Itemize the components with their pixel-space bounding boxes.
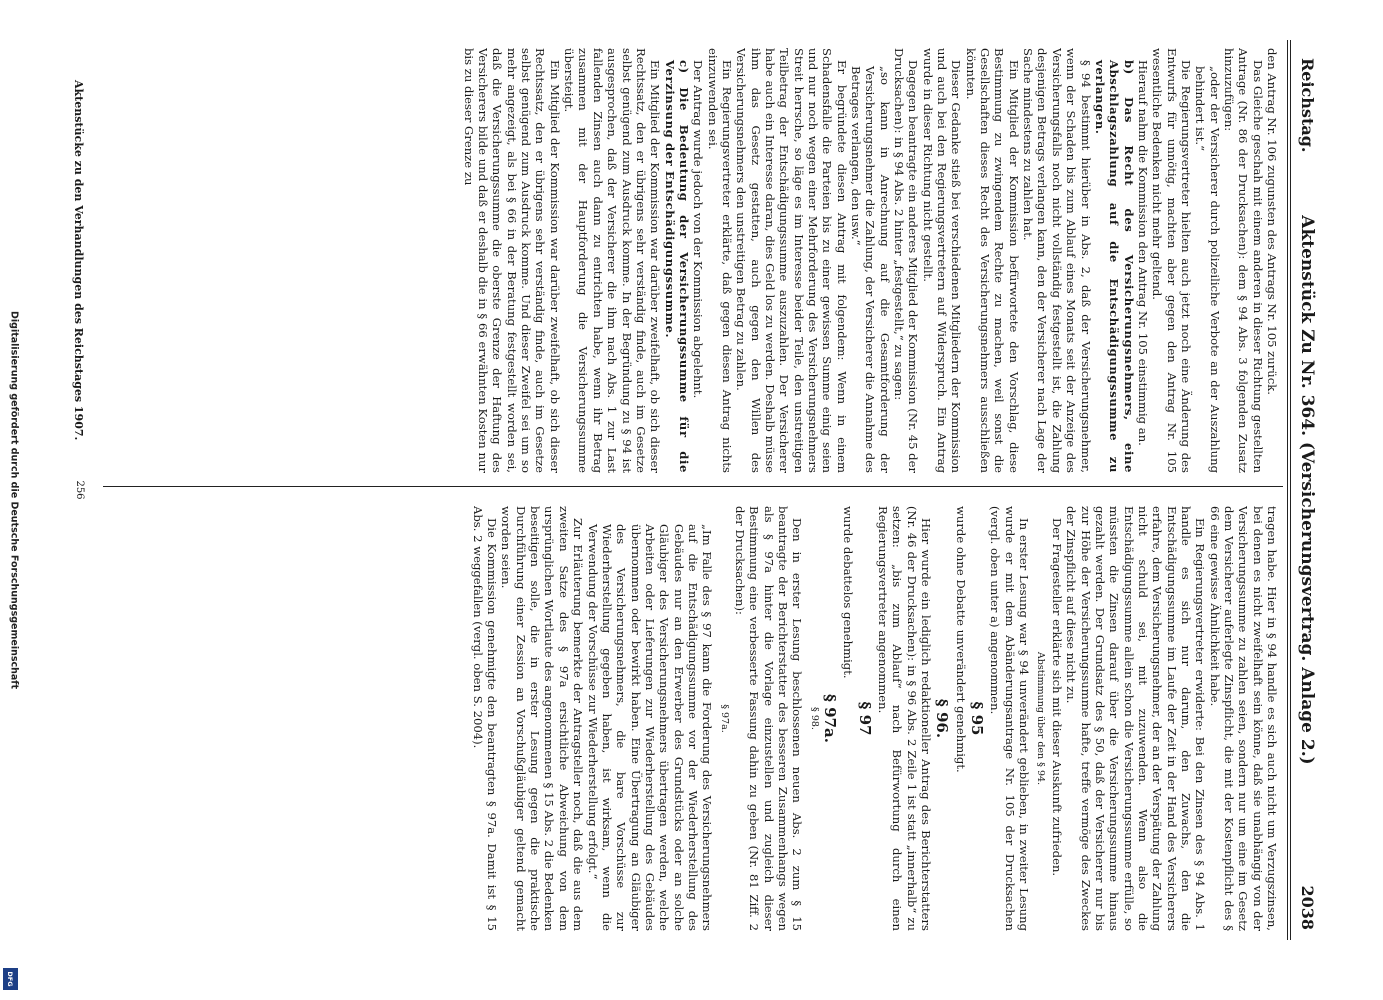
header-left: Reichstag. [1298, 58, 1317, 153]
topic-heading: c) Die Bedeutung der Versicherungssumme für die Verzinsung der Entschädigungssumme. [662, 60, 691, 473]
paragraph: wurde ohne Debatte unverändert genehmigt. [953, 506, 968, 773]
header-rule-double [1287, 40, 1288, 940]
paragraph: Ein Regierungsvertreter erklärte, daß gegen diesen Antrag nichts einzuwenden sei. [705, 48, 734, 473]
paragraph: Ein Regierungsvertreter erwiderte: Bei den Zinsen des § 94 Abs. 1 handle es sich nur darum, den Zuwachs, den die Entschädigungssumme im Laufe der Zeit in der Hand des Versicherers erfahre, dem Versicherungsnehmer, der an der Verspätung der Zahlung nicht schuld sei, mit zuzuwenden. Wenn also die Entschädigungssumme allein schon die Versicherungssumme erfülle, so müssten die Zinsen darauf über die Versicherungssumme hinaus gezahlt werden. Der Grundsatz des § 50, daß der Versicherer nur bis zur Höhe der Versicherungssumme hafte, treffe vermöge des Zweckes der Zinspflicht auf diese nicht zu. [1064, 506, 1208, 931]
paragraph: Zur Erläuterung bemerkte der Antragsteller noch, daß die aus dem zweiten Satze des § 97a ersichtliche Abweichung von dem ursprünglichen Wortlaute des angenommenen § 15 Abs. 2 die Bedenken beseitigen solle, die in erster Lesung gegen die praktische Durchführung einer Zession an Vorschußgläubiger geltend gemacht worden seien. [499, 506, 586, 931]
header-page-number: 2038 [1298, 885, 1317, 930]
subheading: § 97a. [718, 704, 730, 733]
column-divider [103, 486, 1283, 487]
digitization-note-text: Digitalisierung gefördert durch die Deutsche Forschungsgemeinschaft [8, 311, 20, 689]
topic-heading: b) Das Recht des Versicherungsnehmers, eine Abschlagszahlung auf die Entschädigungssumme zu verlangen. [1092, 60, 1136, 473]
quoted-text: „Im Falle des § 97 kann die Forderung des Versicherungsnehmers auf die Entschädigungssumme vor der Wiederherstellung des Gebäudes nur an den Erwerber des Grundstücks oder an solche Gläubiger des Versicherungsnehmers übertragen werden, welche Arbeiten oder Lieferungen zur Wiederherstellung des Gebäudes übernommen oder bewirkt haben. Eine Übertragung an Gläubiger des Versicherungsnehmers, die bare Vorschüsse zur Wiederherstellung gegeben haben, ist wirksam, wenn die Verwendung der Vorschüsse zur Wiederherstellung erfolgt.“ [585, 524, 715, 931]
page-header [1291, 40, 1321, 940]
paragraph: Der Antrag wurde jedoch von der Kommission abgelehnt. [691, 60, 706, 399]
paragraph: Hierauf nahm die Kommission den Antrag Nr. 105 einstimmig an. [1135, 60, 1150, 446]
paragraph: wurde debattelos genehmigt. [841, 506, 856, 679]
paragraph: Ein Mitglied der Kommission befürwortete den Vorschlag, diese Bestimmung zu zwingendem Rechte zu machen, weil sonst die Gesellschaften dieses Recht des Versicherungsnehmers ausschließen könnten. [963, 48, 1021, 473]
subheading: Abstimmung über den § 94. [1035, 651, 1047, 786]
paragraph: Die Kommission genehmigte den beantragten § 97a. Damit ist § 15 Abs. 2 weggefallen (vergl. oben S. 2004). [470, 506, 500, 931]
paragraph: Den in erster Lesung beschlossenen neuen Abs. 2 zum § 15 beantragte der Berichterstatter des besseren Zusammenhangs wegen als § 97a hinter die Vorlage einzustellen und zugleich dieser Bestimmung eine verbesserte Fassung dahin zu geben (Nr. 81 Ziff. 2 der Drucksachen): [732, 506, 805, 931]
paragraph: In erster Lesung war § 94 unverändert geblieben, in zweiter Lesung wurde er mit dem Abänderungsantrage Nr. 105 der Drucksachen (vergl. oben unter a) angenommen. [988, 506, 1032, 931]
header-rule [1290, 40, 1291, 940]
paragraph: Der Fragesteller erklärte sich mit dieser Auskunft zufrieden. [1049, 518, 1064, 877]
paragraph: § 94 bestimmt hierüber in Abs. 2, daß der Versicherungsnehmer, wenn der Schaden bis zum Ablauf eines Monats seit der Anzeige des Versicherungsfalls noch nicht vollständig festgestellt ist, die Zahlung desjenigen Betrags verlangen kann, den der Versicherer nach Lage der Sache mindestens zu zahlen hat. [1021, 48, 1093, 473]
paragraph: Das Gleiche geschah mit einem anderen in dieser Richtung gestellten Antrage (Nr. 86 der Drucksachen): dem § 94 Abs. 3 folgenden Zusatz hinzuzufügen: [1221, 48, 1265, 473]
paragraph: Dieser Gedanke stieß bei verschiedenen Mitgliedern der Kommission und auch bei den Regierungsvertretern auf Widerspruch. Ein Antrag wurde in dieser Richtung nicht gestellt. [920, 48, 964, 473]
section-heading: § 97 [855, 701, 874, 736]
dfg-logo-icon: DFG [3, 968, 18, 990]
document-page [61, 40, 1321, 940]
paragraph: Dagegen beantragte ein anderes Mitglied der Kommission (Nr. 45 der Drucksachen): in § 94 Abs. 2 hinter „festgestellt,“ zu sagen: [892, 48, 921, 473]
paragraph: Ein Mitglied der Kommission war darüber zweifelhaft, ob sich dieser Rechtssatz, den er übrigens sehr verständig finde, auch im Gesetze selbst genügend zum Ausdruck komme. In der Begründung zu § 94 ist ausgesprochen, daß der Versicherer die ihm nach Abs. 1 zur Last fallenden Zinsen auch dann zu entrichten habe, wenn ihr Betrag zusammen mit der Hauptforderung die Versicherungssumme übersteigt. [562, 48, 663, 473]
section-heading: § 96. [933, 698, 952, 739]
paragraph: tragen habe. Hier in § 94 handle es sich auch nicht um Verzugszinsen, bei denen es nicht zweifelhaft sein könne, daß sie unabhängig von der Versicherungssumme zu zahlen seien, sondern nur um eine im Gesetz dem Versicherer auferlegte Zinspflicht, die mit der Kostenpflicht des § 66 eine gewisse Ähnlichkeit habe. [1207, 506, 1279, 931]
left-column [89, 48, 1279, 473]
header-title: Aktenstück Zu Nr. 364. (Versicherungsvertrag. Anlage 2.) [1297, 215, 1317, 765]
quoted-text: „oder der Versicherer durch polizeiliche Verbote an der Auszahlung behindert ist.“ [1193, 66, 1222, 473]
paragraph: den Antrag Nr. 106 zugunsten des Antrags Nr. 105 zurück. [1265, 48, 1279, 395]
paragraph: Hier wurde ein lediglich redaktioneller Antrag des Berichterstatters (Nr. 46 der Drucksachen): in § 96 Abs. 2 Zeile 1 ist statt „innerhalb“ zu setzen: „bis zum Ablauf“ nach Befürwortung durch einen Regierungsvertreter angenommen. [876, 506, 934, 931]
footer-source: Aktenstücke zu den Verhandlungen des Reichstages 1907. [72, 80, 85, 441]
paragraph: Ein Mitglied der Kommission war darüber zweifelhaft, ob sich dieser Rechtssatz, den er übrigens sehr verständig finde, auch im Gesetze selbst genügend zum Ausdruck komme. Und dieser Zweifel sei um so mehr angezeigt, als bei § 66 in der Beratung festgestellt worden sei, daß die Versicherungssumme die oberste Grenze der Haftung des Versicherers bilde und daß er deshalb die in § 66 erwähnten Kosten nur bis zu dieser Grenze zu [461, 48, 562, 473]
paragraph: Die Regierungsvertreter hielten auch jetzt noch eine Änderung des Entwurfs für unnötig, machten aber gegen den Antrag Nr. 105 wesentliche Bedenken nicht mehr geltend. [1150, 48, 1193, 473]
section-heading: § 95 [968, 701, 987, 736]
footer-page-number: 256 [74, 480, 85, 500]
section-heading: § 97a. [821, 694, 840, 743]
subheading: § 98. [808, 707, 820, 730]
paragraph: Er begründete diesen Antrag mit folgendem: Wenn in einem Schadensfalle die Parteien bis zu einer gewissen Summe einig seien und nur noch wegen einer Mehrforderung des Versicherungsnehmers Streit herrsche, so läge es im Interesse beider Teile, den unstreitigen Teilbetrag der Entschädigungssumme auszuzahlen. Der Versicherer habe auch ein Interesse daran, dies Geld los zu werden. Deshalb müsse ihm das Gesetz gestatten, auch gegen den Willen des Versicherungsnehmers den unstreitigen Betrag zu zahlen. [734, 48, 849, 473]
quoted-text: „so kann in Anrechnung auf die Gesamtforderung der Versicherungsnehmer die Zahlung, der Versicherer die Annahme des Betrages verlangen, den usw.“ [849, 66, 892, 473]
right-column [89, 506, 1279, 931]
